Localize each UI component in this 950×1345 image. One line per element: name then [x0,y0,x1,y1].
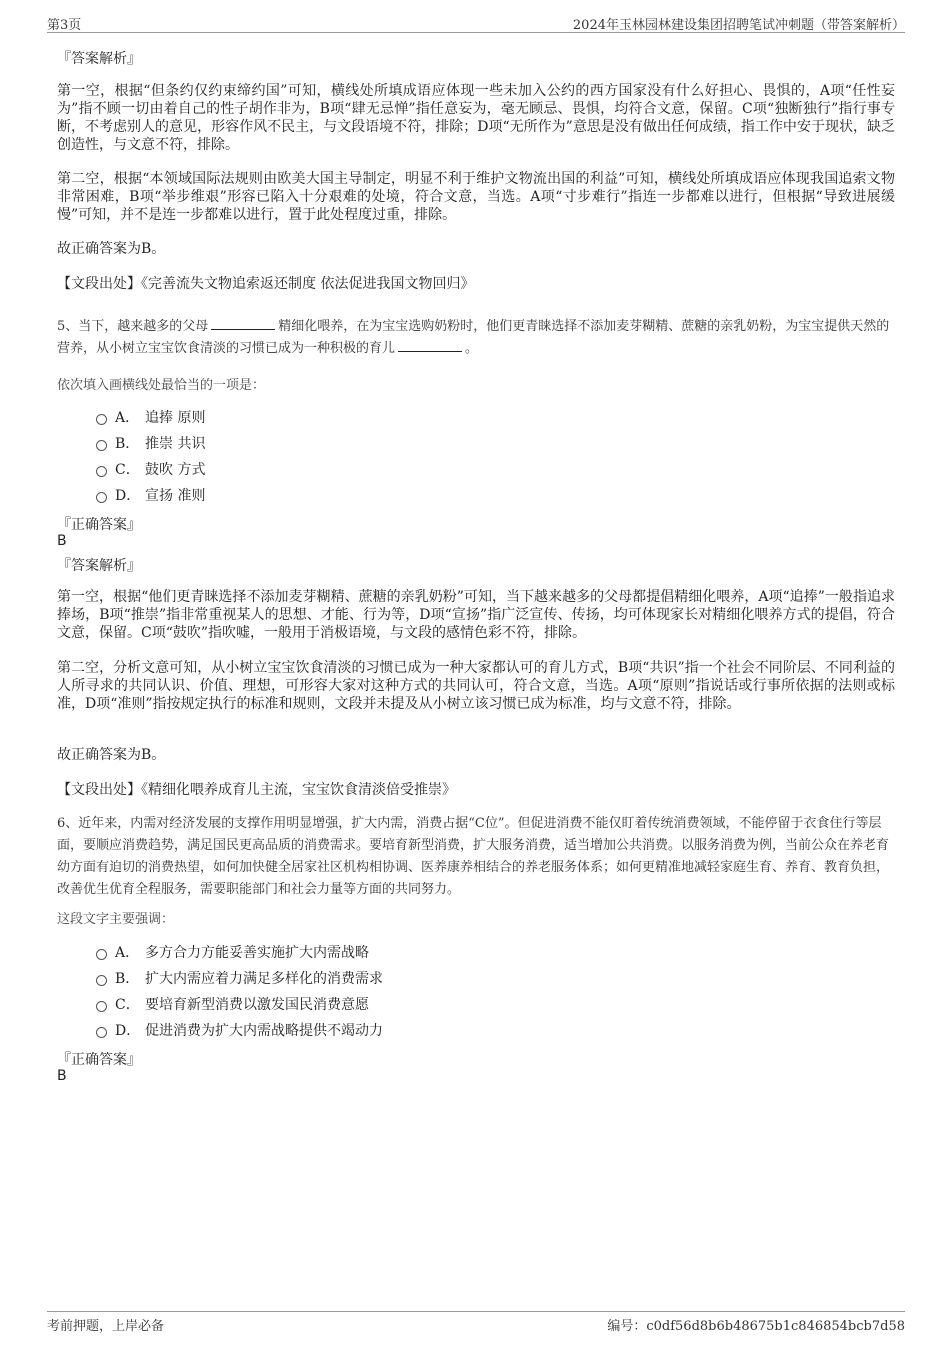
radio-icon[interactable] [96,466,107,477]
q6-stem: 6、近年来，内需对经济发展的支撑作用明显增强，扩大内需，消费占据“C位”。但促进消费不能仅盯着传统消费领域，不能停留于衣食住行等层面，要顺应消费趋势，满足国民更高品质的消费需求。要培育新型消费，扩大服务消费，适当增加公共消费。以服务消费为例，当前公众在养老育幼方面有迫切的消费热望，如何加快健全居家社区机构相协调、医养康养相结合的养老服务体系；如何更精准地减轻家庭生育、养育、教育负担，改善优生优育全程服务，需要职能部门和社会力量等方面的共同努力。 [57,816,890,897]
radio-icon[interactable] [96,1027,107,1038]
footer-slogan: 考前押题，上岸必备 [47,1319,165,1334]
q5-conclusion: 故正确答案为B。 [57,747,166,763]
q6-answer: B [57,1068,67,1084]
q5-option-b[interactable]: B． 推崇 共识 [96,434,205,454]
q5-answer-label: 『正确答案』 [57,517,141,533]
radio-icon[interactable] [96,492,107,503]
q5-option-a[interactable]: A． 追捧 原则 [96,408,205,428]
page-footer [47,1311,905,1334]
radio-icon[interactable] [96,1001,107,1012]
q5-stem-part-c: 的营养，从小树立宝宝饮食清淡的习惯已成为一种积极的育儿 [57,319,890,356]
q5-analysis-label: 『答案解析』 [57,558,141,574]
radio-icon[interactable] [96,975,107,986]
q5-stem-part-a: 5、当下，越来越多的父母 [57,319,209,334]
radio-icon[interactable] [96,440,107,451]
q6-answer-label: 『正确答案』 [57,1052,141,1068]
page-header [47,12,905,33]
q5-stem-part-d: 。 [465,341,479,356]
q5-option-c[interactable]: C． 鼓吹 方式 [96,460,205,480]
radio-icon[interactable] [96,414,107,425]
document-title: 2024年玉林园林建设集团招聘笔试冲刺题（带答案解析） [572,18,905,33]
document-id: 编号：c0df56d8b6b48675b1c846854bcb7d58 [607,1319,905,1334]
q4-analysis-paragraph-2: 第二空，根据“本领域国际法规则由欧美大国主导制定，明显不利于维护文物流出国的利益”可知，横线处所填成语应体现我国追索文物非常困难，B项“举步维艰”形容已陷入十分艰难的处境，符合文意，当选。A项“寸步难行”指连一步都难以进行，但根据“导致进展缓慢”可知，并不是连一步都难以进行，置于此处程度过重，排除。 [57,171,895,223]
blank-1 [211,317,275,330]
q5-answer: B [57,533,67,549]
radio-icon[interactable] [96,949,107,960]
q6-option-b[interactable]: B． 扩大内需应着力满足多样化的消费需求 [96,969,383,989]
q6-prompt: 这段文字主要强调： [57,912,175,927]
q4-conclusion: 故正确答案为B。 [57,241,166,257]
q5-prompt: 依次填入画横线处最恰当的一项是： [57,378,266,393]
page-number: 第3页 [47,18,82,33]
q6-option-d[interactable]: D． 促进消费为扩大内需战略提供不竭动力 [96,1021,383,1041]
q4-analysis-paragraph-1: 第一空，根据“但条约仅约束缔约国”可知，横线处所填成语应体现一些未加入公约的西方国家没有什么好担心、畏惧的，A项“任性妄为”指不顾一切由着自己的性子胡作非为，B项“肆无忌惮”指任意妄为，毫无顾忌、畏惧，均符合文意，保留。C项“独断独行”指行事专断，不考虑别人的意见，形容作风不民主，与文段语境不符，排除；D项“无所作为”意思是没有做出任何成绩，指工作中安于现状，缺乏创造性，与文意不符，排除。 [57,83,895,153]
q5-analysis-paragraph-2: 第二空，分析文意可知，从小树立宝宝饮食清淡的习惯已成为一种大家都认可的育儿方式，B项“共识”指一个社会不同阶层、不同利益的人所寻求的共同认识、价值、理想，可形容大家对这种方式的共同认可，符合文意，当选。A项“原则”指说话或行事所依据的法则或标准，D项“准则”指按规定执行的标准和规则，文段并未提及从小树立该习惯已成为标准，均与文意不符，排除。 [57,660,895,712]
q4-analysis-label: 『答案解析』 [57,51,141,67]
q6-option-c[interactable]: C． 要培育新型消费以激发国民消费意愿 [96,995,369,1015]
q5-stem-part-b: 精细化喂养，在为宝宝选购奶粉时，他们更青睐选择不添加麦芽糊精、蔗糖的亲乳奶粉，为宝宝提供天然 [278,319,877,334]
q5-analysis-paragraph-1: 第一空，根据“他们更青睐选择不添加麦芽糊精、蔗糖的亲乳奶粉”可知，当下越来越多的父母都提倡精细化喂养，A项“追捧”一般指追求捧场，B项“推崇”指非常重视某人的思想、才能、行为等，D项“宣扬”指广泛宣传、传扬，均可体现家长对精细化喂养方式的提倡，符合文意，保留。C项“鼓吹”指吹嘘，一般用于消极语境，与文段的感情色彩不符，排除。 [57,589,895,641]
q5-stem [57,316,895,360]
q5-option-d[interactable]: D． 宣扬 准则 [96,486,205,506]
q5-source: 【文段出处】《精细化喂养成育儿主流，宝宝饮食清淡倍受推崇》 [57,782,456,798]
q6-option-a[interactable]: A． 多方合力方能妥善实施扩大内需战略 [96,943,369,963]
q4-source: 【文段出处】《完善流失文物追索返还制度 依法促进我国文物回归》 [57,276,475,292]
blank-2 [398,339,462,352]
